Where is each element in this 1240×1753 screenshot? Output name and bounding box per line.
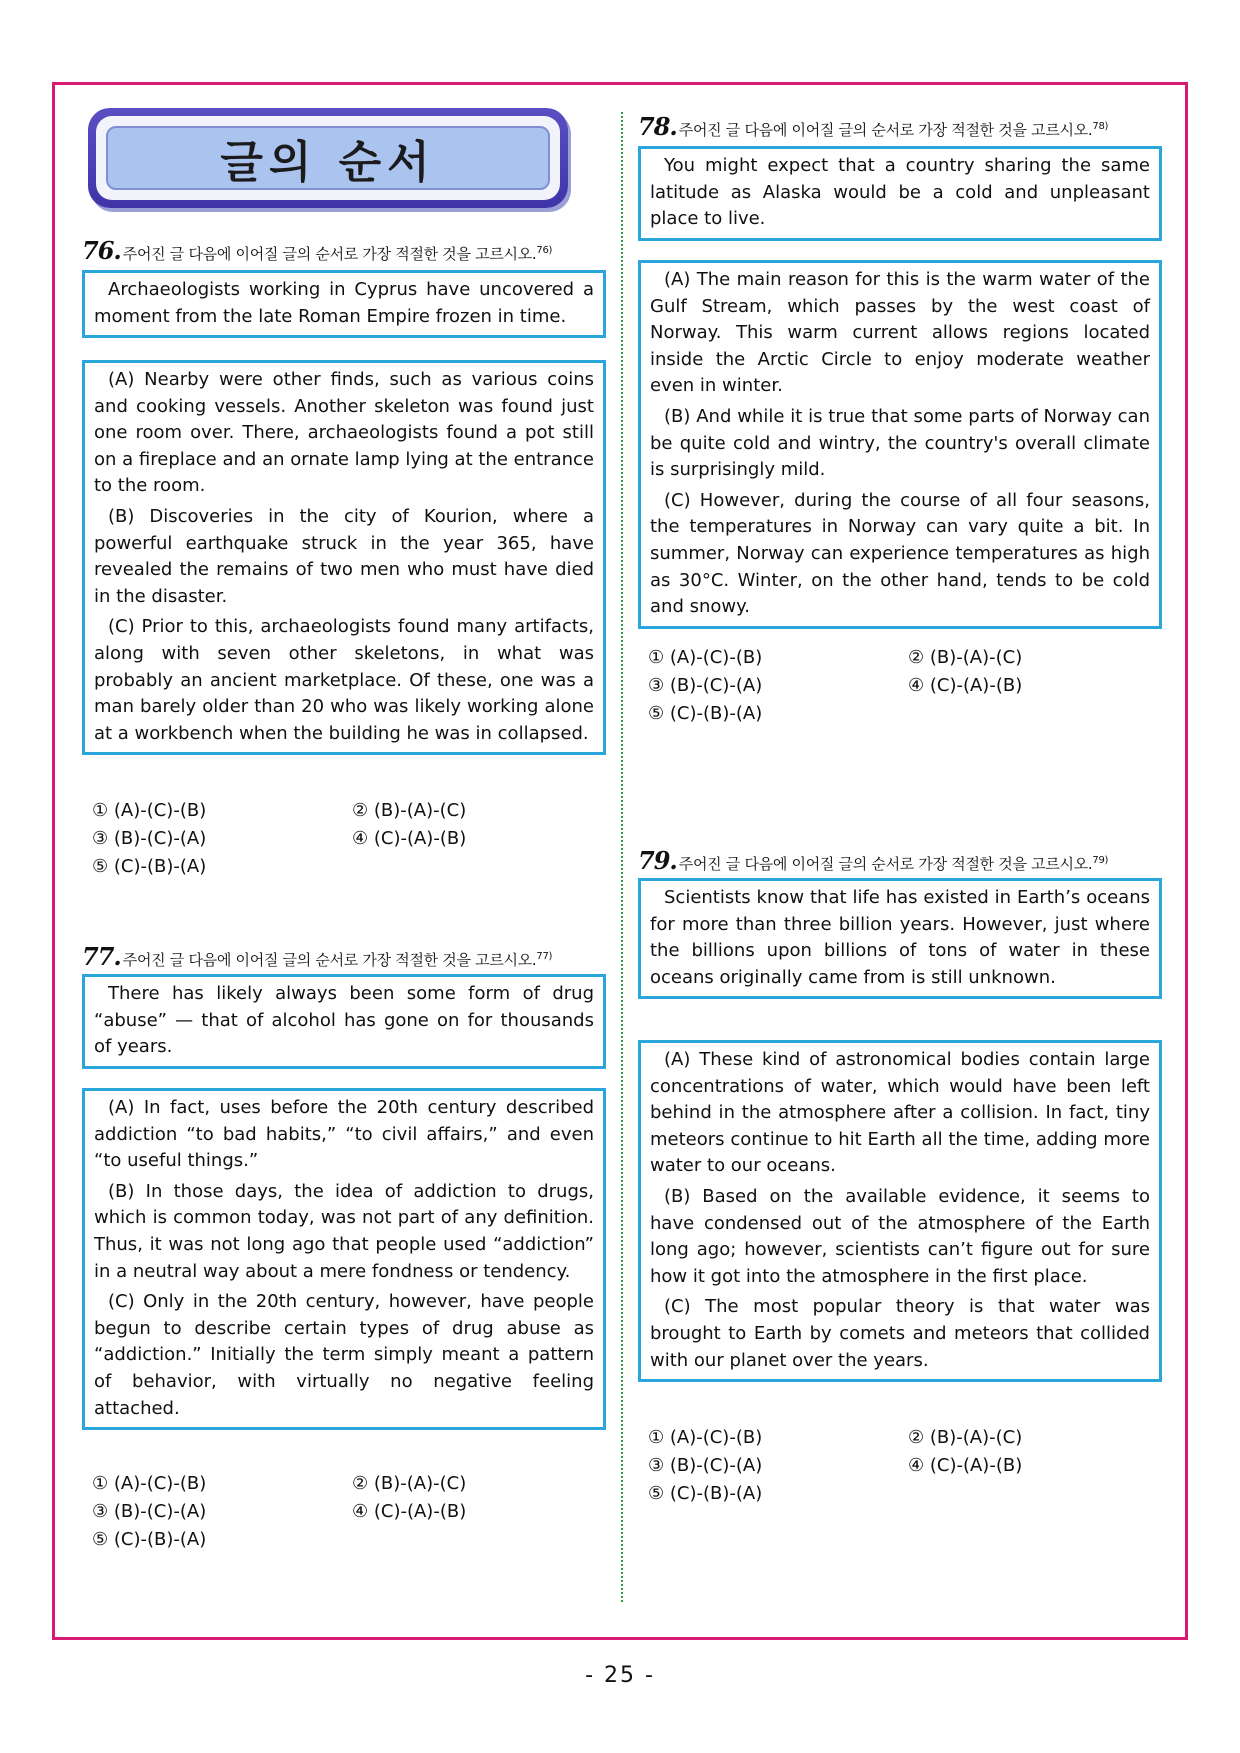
question-number: 78. — [638, 112, 677, 141]
question-number: 77. — [82, 942, 121, 971]
choice-3[interactable]: ③ (B)-(C)-(A) — [648, 675, 763, 696]
choice-4[interactable]: ④ (C)-(A)-(B) — [352, 1501, 467, 1522]
paragraph-a: (A) These kind of astronomical bodies contain large concentrations of water, which would have been left behind in the atmosphere after a collision. In fact, tiny meteors continue to hit Earth all the time, adding more water to our oceans. — [650, 1049, 1150, 1177]
question-instruction: 주어진 글 다음에 이어질 글의 순서로 가장 적절한 것을 고르시오. — [122, 245, 537, 263]
intro-text: You might expect that a country sharing the same latitude as Alaska would be a cold and unpleasant place to live. — [650, 155, 1150, 230]
question-instruction: 주어진 글 다음에 이어질 글의 순서로 가장 적절한 것을 고르시오. — [678, 121, 1093, 139]
question-number: 76. — [82, 236, 121, 265]
question-76-intro-box — [82, 270, 606, 338]
question-77-header — [82, 942, 552, 971]
choice-2[interactable]: ② (B)-(A)-(C) — [908, 647, 1023, 668]
choice-4[interactable]: ④ (C)-(A)-(B) — [352, 828, 467, 849]
question-78-choices — [638, 644, 1162, 728]
choice-1[interactable]: ① (A)-(C)-(B) — [648, 647, 763, 668]
question-76-choices — [82, 797, 606, 881]
choice-4[interactable]: ④ (C)-(A)-(B) — [908, 675, 1023, 696]
question-78-intro-box — [638, 146, 1162, 241]
question-79-choices — [638, 1424, 1162, 1508]
footnote-marker: 76) — [536, 245, 553, 256]
paragraph-c: (C) Prior to this, archaeologists found many artifacts, along with seven other skeletons, in what was probably an ancient marketplace. Of these, one was a man barely older than 20 who was likely working alone at a workbench when the building he was in collapsed. — [94, 616, 594, 744]
choice-3[interactable]: ③ (B)-(C)-(A) — [92, 1501, 207, 1522]
paragraph-c: (C) The most popular theory is that water was brought to Earth by comets and meteors that collided with our planet over the years. — [650, 1296, 1150, 1371]
question-77-intro-box — [82, 974, 606, 1069]
choice-2[interactable]: ② (B)-(A)-(C) — [352, 1473, 467, 1494]
paragraph-a: (A) In fact, uses before the 20th century described addiction “to bad habits,” “to civil affairs,” and even “to useful things.” — [94, 1097, 594, 1172]
footnote-marker: 79) — [1092, 855, 1109, 866]
choice-2[interactable]: ② (B)-(A)-(C) — [908, 1427, 1023, 1448]
intro-text: Archaeologists working in Cyprus have uncovered a moment from the late Roman Empire frozen in time. — [94, 279, 594, 327]
choice-5[interactable]: ⑤ (C)-(B)-(A) — [648, 1483, 763, 1504]
choice-4[interactable]: ④ (C)-(A)-(B) — [908, 1455, 1023, 1476]
question-76-header — [82, 236, 552, 265]
section-title: 글의 순서 — [220, 137, 436, 188]
choice-1[interactable]: ① (A)-(C)-(B) — [648, 1427, 763, 1448]
question-78-header — [638, 112, 1108, 141]
choice-5[interactable]: ⑤ (C)-(B)-(A) — [92, 856, 207, 877]
choice-5[interactable]: ⑤ (C)-(B)-(A) — [92, 1529, 207, 1550]
choice-5[interactable]: ⑤ (C)-(B)-(A) — [648, 703, 763, 724]
choice-1[interactable]: ① (A)-(C)-(B) — [92, 800, 207, 821]
question-77-choices — [82, 1470, 606, 1554]
question-instruction: 주어진 글 다음에 이어질 글의 순서로 가장 적절한 것을 고르시오. — [678, 855, 1093, 873]
choice-1[interactable]: ① (A)-(C)-(B) — [92, 1473, 207, 1494]
paragraph-b: (B) In those days, the idea of addiction to drugs, which is common today, was not part of any definition. Thus, it was not long ago that people used “addiction” in a neutral way about a mere fondness or tendency. — [94, 1180, 594, 1282]
paragraph-b: (B) And while it is true that some parts of Norway can be quite cold and wintry, the country's overall climate is surprisingly mild. — [650, 405, 1150, 481]
paragraph-a: (A) The main reason for this is the warm water of the Gulf Stream, which passes by the west coast of Norway. This warm current allows regions located inside the Arctic Circle to enjoy moderate weather even in winter. — [650, 269, 1150, 397]
column-divider — [621, 112, 623, 1602]
choice-3[interactable]: ③ (B)-(C)-(A) — [92, 828, 207, 849]
choice-2[interactable]: ② (B)-(A)-(C) — [352, 800, 467, 821]
footnote-marker: 78) — [1092, 121, 1109, 132]
question-79-header — [638, 846, 1108, 875]
question-79-passage-box — [638, 1040, 1162, 1382]
page-number: - 25 - — [585, 1663, 655, 1688]
section-title-banner — [88, 108, 568, 208]
paragraph-c: (C) Only in the 20th century, however, have people begun to describe certain types of drug abuse as “addiction.” Initially the term simply meant a pattern of behavior, with virtually no negative feeling attached. — [94, 1291, 594, 1419]
question-instruction: 주어진 글 다음에 이어질 글의 순서로 가장 적절한 것을 고르시오. — [122, 951, 537, 969]
paragraph-b: (B) Based on the available evidence, it seems to have condensed out of the atmosphere of the Earth long ago; however, scientists can’t figure out for sure how it got into the atmosphere in the first place. — [650, 1185, 1150, 1287]
footnote-marker: 77) — [536, 951, 553, 962]
question-number: 79. — [638, 846, 677, 875]
question-76-passage-box — [82, 360, 606, 755]
paragraph-b: (B) Discoveries in the city of Kourion, where a powerful earthquake struck in the year 365, have revealed the remains of two men who must have died in the disaster. — [94, 505, 594, 607]
question-78-passage-box — [638, 260, 1162, 629]
question-77-passage-box — [82, 1088, 606, 1430]
choice-3[interactable]: ③ (B)-(C)-(A) — [648, 1455, 763, 1476]
intro-text: Scientists know that life has existed in Earth’s oceans for more than three billion years. However, just where the billions upon billions of tons of water in these oceans originally came from is still unknown. — [650, 887, 1150, 988]
intro-text: There has likely always been some form of drug “abuse” — that of alcohol has gone on for thousands of years. — [94, 983, 594, 1058]
question-79-intro-box — [638, 878, 1162, 999]
paragraph-a: (A) Nearby were other finds, such as various coins and cooking vessels. Another skeleton was found just one room over. There, archaeologists found a pot still on a fireplace and an ornate lamp lying at the entrance to the room. — [94, 369, 594, 497]
banner-label-area — [106, 126, 550, 190]
paragraph-c: (C) However, during the course of all four seasons, the temperatures in Norway can vary quite a bit. In summer, Norway can experience temperatures as high as 30°C. Winter, on the other hand, tends to be cold and snowy. — [650, 489, 1150, 618]
